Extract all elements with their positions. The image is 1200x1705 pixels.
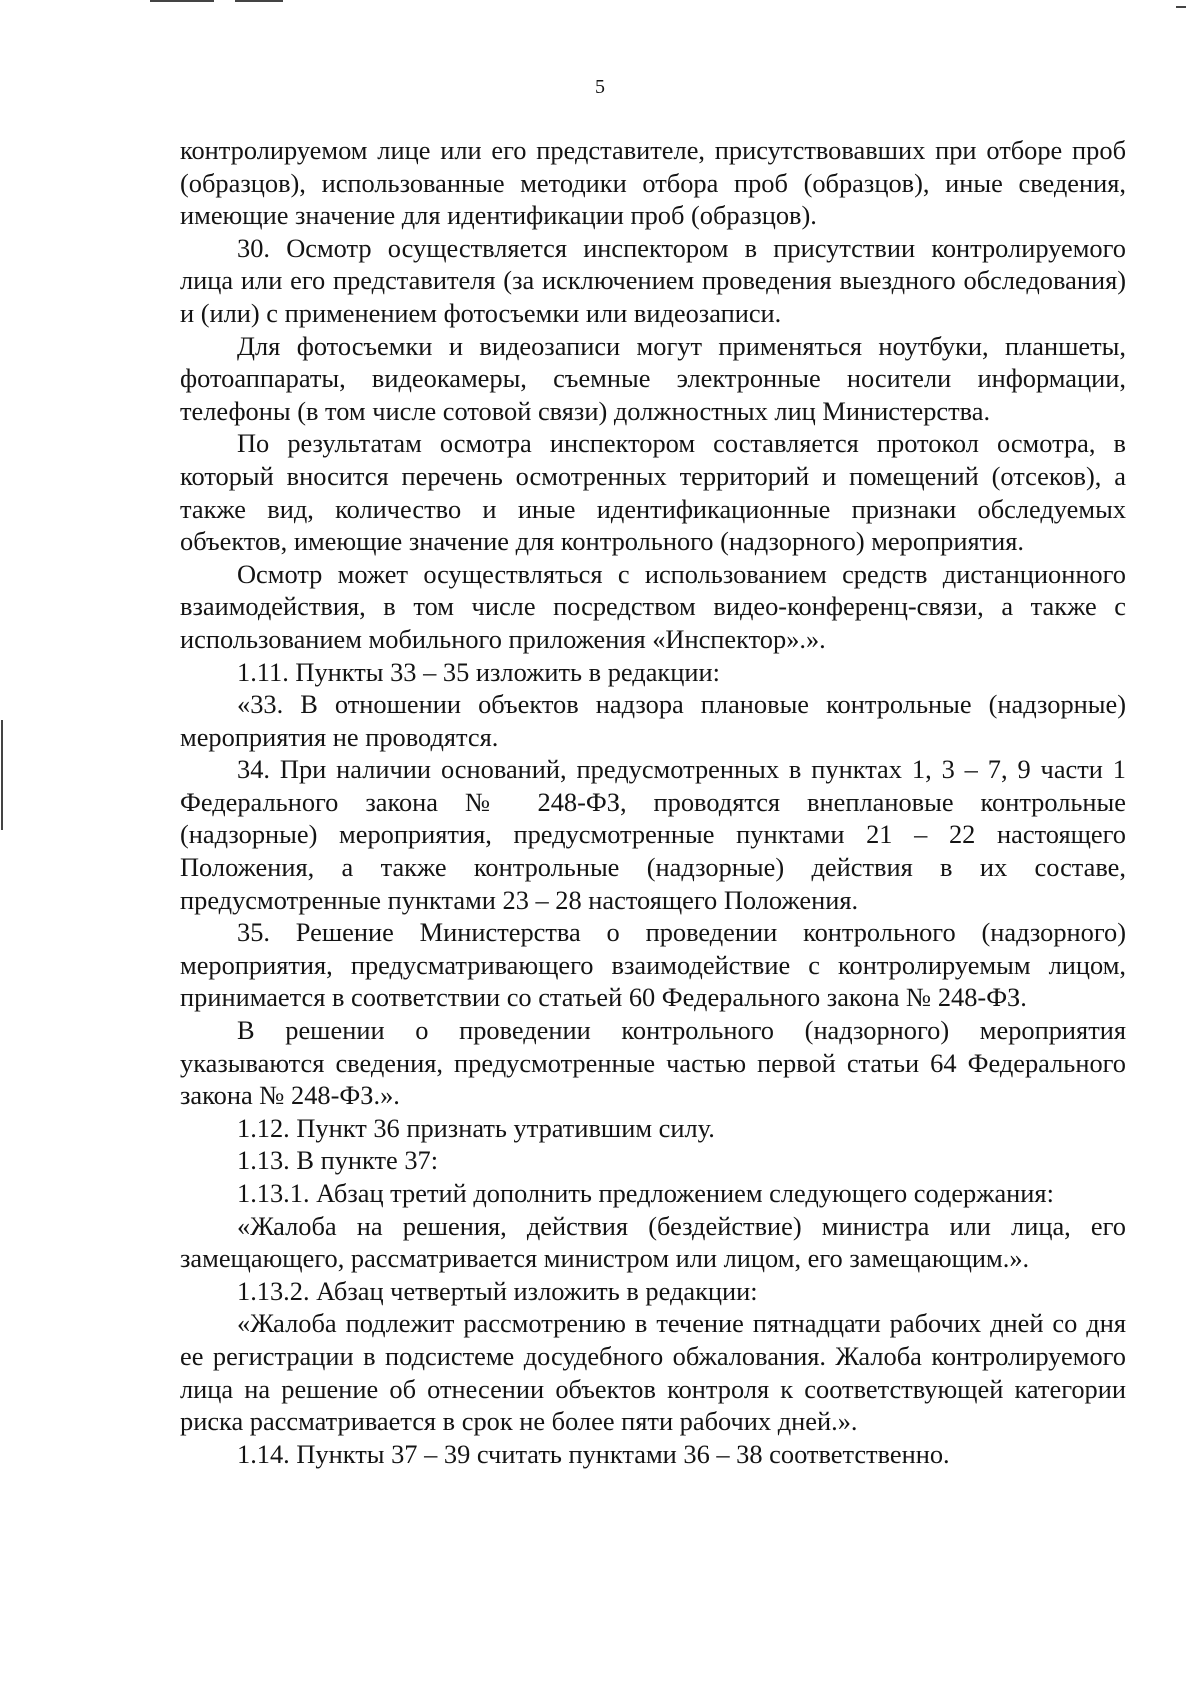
scan-edge-mark — [1176, 6, 1186, 8]
paragraph: «Жалоба на решения, действия (бездействие) министра или лица, его замещающего, рассматривается министром или лицом, его замещающим.». — [180, 1210, 1126, 1274]
scan-edge-mark — [1, 720, 3, 830]
paragraph: 1.13.2. Абзац четвертый изложить в редакции: — [237, 1275, 758, 1306]
paragraph: «33. В отношении объектов надзора плановые контрольные (надзорные) мероприятия не проводятся. — [180, 689, 1126, 752]
page-number: 5 — [595, 76, 605, 98]
paragraph: Для фотосъемки и видеозаписи могут применяться ноутбуки, планшеты, фотоаппараты, видеокамеры, съемные электронные носители информации, телефоны (в том числе сотовой связи) должностных лиц Министерства. — [180, 330, 1126, 426]
document-body — [180, 134, 1126, 1470]
paragraph: 30. Осмотр осуществляется инспектором в присутствии контролируемого лица или его представителя (за исключением проведения выездного обследования) и (или) с применением фотосъемки или видеозаписи. — [180, 232, 1126, 328]
paragraph: «Жалоба подлежит рассмотрению в течение пятнадцати рабочих дней со дня ее регистрации в подсистеме досудебного обжалования. Жалоба контролируемого лица на решение об отнесении объектов контроля к соответствующей категории риска рассматривается в срок не более пяти рабочих дней.». — [180, 1308, 1126, 1437]
paragraph: Осмотр может осуществляться с использованием средств дистанционного взаимодействия, в том числе посредством видео-конференц-связи, а также с использованием мобильного приложения «Инспектор».». — [180, 558, 1126, 654]
paragraph: 1.11. Пункты 33 – 35 изложить в редакции: — [237, 656, 720, 687]
paragraph: 34. При наличии оснований, предусмотренных в пунктах 1, 3 – 7, 9 части 1 Федерального закона № 248-ФЗ, проводятся внеплановые контрольные (надзорные) мероприятия, предусмотренные пунктами 21 – 22 настоящего Положения, а также контрольные (надзорные) действия в их составе, предусмотренные пунктами 23 – 28 настоящего Положения. — [180, 754, 1126, 915]
scan-edge-mark — [150, 0, 214, 2]
paragraph: 1.12. Пункт 36 признать утратившим силу. — [237, 1112, 715, 1143]
paragraph: В решении о проведении контрольного (надзорного) мероприятия указываются сведения, предусмотренные частью первой статьи 64 Федерального закона № 248-ФЗ.». — [180, 1015, 1126, 1111]
paragraph: По результатам осмотра инспектором составляется протокол осмотра, в который вносится перечень осмотренных территорий и помещений (отсеков), а также вид, количество и иные идентификационные признаки обследуемых объектов, имеющие значение для контрольного (надзорного) мероприятия. — [180, 428, 1126, 557]
paragraph: 1.13.1. Абзац третий дополнить предложением следующего содержания: — [237, 1178, 1054, 1208]
scan-edge-mark — [235, 0, 283, 2]
paragraph: 1.13. В пункте 37: — [237, 1145, 439, 1176]
paragraph: 1.14. Пункты 37 – 39 считать пунктами 36 – 38 соответственно. — [237, 1438, 950, 1469]
paragraph: контролируемом лице или его представителе, присутствовавших при отборе проб (образцов), использованные методики отбора проб (образцов), иные сведения, имеющие значение для идентификации проб (образцов). — [180, 135, 1126, 231]
paragraph: 35. Решение Министерства о проведении контрольного (надзорного) мероприятия, предусматривающего взаимодействие с контролируемым лицом, принимается в соответствии со статьей 60 Федерального закона № 248-ФЗ. — [180, 917, 1126, 1013]
